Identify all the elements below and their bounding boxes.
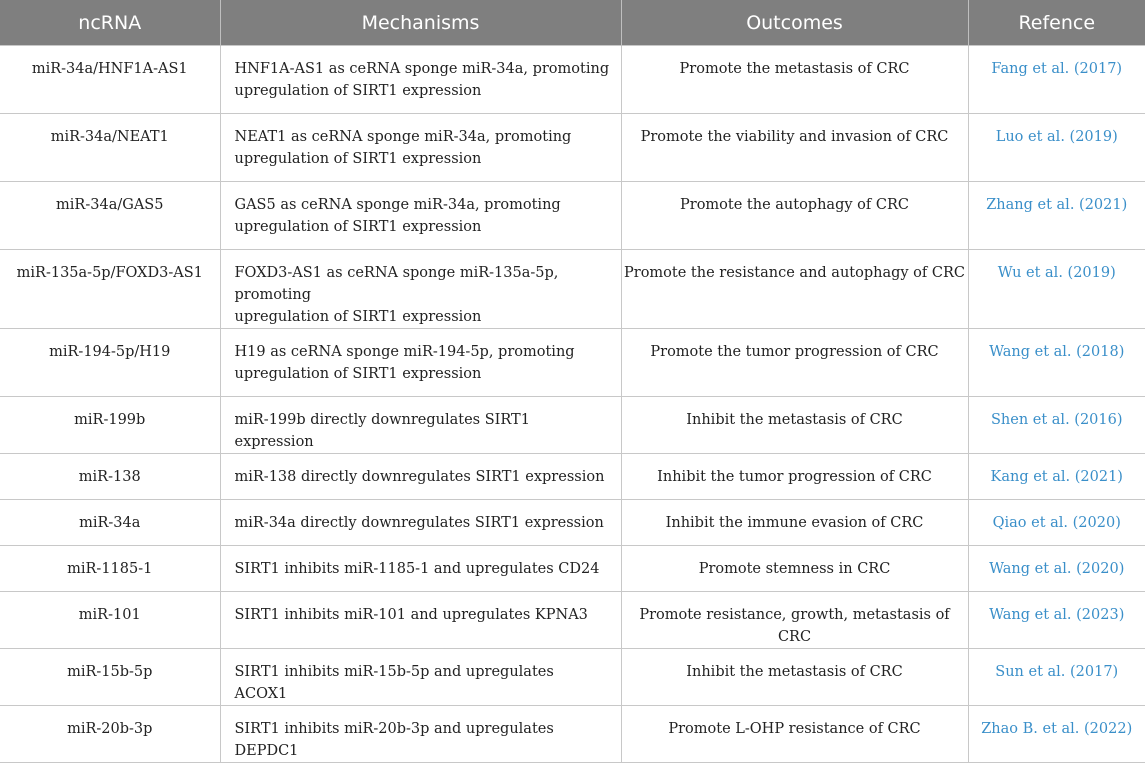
table-row <box>0 706 1145 763</box>
ncrna-cell: miR-194-5p/H19 <box>0 329 220 397</box>
mechanism-cell: FOXD3-AS1 as ceRNA sponge miR-135a-5p, promoting upregulation of SIRT1 expression <box>220 250 621 329</box>
outcome-cell: Promote the autophagy of CRC <box>621 182 968 250</box>
mechanism-cell: SIRT1 inhibits miR-1185-1 and upregulates CD24 <box>220 546 621 592</box>
outcome-cell: Promote the resistance and autophagy of CRC <box>621 250 968 329</box>
reference-link[interactable]: Fang et al. (2017) <box>968 46 1145 114</box>
reference-link[interactable]: Wang et al. (2020) <box>968 546 1145 592</box>
reference-link[interactable]: Zhao B. et al. (2022) <box>968 706 1145 763</box>
mechanism-cell: NEAT1 as ceRNA sponge miR-34a, promoting upregulation of SIRT1 expression <box>220 114 621 182</box>
header-outcomes: Outcomes <box>621 0 968 46</box>
outcome-cell: Inhibit the metastasis of CRC <box>621 649 968 706</box>
reference-link[interactable]: Wu et al. (2019) <box>968 250 1145 329</box>
outcome-cell: Promote the metastasis of CRC <box>621 46 968 114</box>
reference-link[interactable]: Wang et al. (2018) <box>968 329 1145 397</box>
table-row <box>0 182 1145 250</box>
ncrna-cell: miR-138 <box>0 454 220 500</box>
table-row <box>0 329 1145 397</box>
reference-link[interactable]: Kang et al. (2021) <box>968 454 1145 500</box>
ncrna-cell: miR-34a/GAS5 <box>0 182 220 250</box>
outcome-cell: Promote the tumor progression of CRC <box>621 329 968 397</box>
reference-link[interactable]: Luo et al. (2019) <box>968 114 1145 182</box>
ncrna-cell: miR-135a-5p/FOXD3-AS1 <box>0 250 220 329</box>
ncrna-cell: miR-34a <box>0 500 220 546</box>
ncrna-cell: miR-15b-5p <box>0 649 220 706</box>
table-row <box>0 592 1145 649</box>
mechanism-cell: HNF1A-AS1 as ceRNA sponge miR-34a, promoting upregulation of SIRT1 expression <box>220 46 621 114</box>
outcome-cell: Inhibit the immune evasion of CRC <box>621 500 968 546</box>
ncrna-cell: miR-1185-1 <box>0 546 220 592</box>
table-row <box>0 397 1145 454</box>
header-ncrna: ncRNA <box>0 0 220 46</box>
header-row <box>0 0 1145 46</box>
mechanism-cell: miR-34a directly downregulates SIRT1 expression <box>220 500 621 546</box>
header-mechanisms: Mechanisms <box>220 0 621 46</box>
outcome-cell: Promote resistance, growth, metastasis of CRC <box>621 592 968 649</box>
outcome-cell: Promote the viability and invasion of CRC <box>621 114 968 182</box>
mechanism-cell: SIRT1 inhibits miR-20b-3p and upregulates DEPDC1 <box>220 706 621 763</box>
table-row <box>0 546 1145 592</box>
ncrna-cell: miR-34a/HNF1A-AS1 <box>0 46 220 114</box>
outcome-cell: Promote L-OHP resistance of CRC <box>621 706 968 763</box>
outcome-cell: Inhibit the tumor progression of CRC <box>621 454 968 500</box>
ncrna-cell: miR-101 <box>0 592 220 649</box>
table-row <box>0 454 1145 500</box>
table-row <box>0 649 1145 706</box>
mechanism-cell: H19 as ceRNA sponge miR-194-5p, promoting upregulation of SIRT1 expression <box>220 329 621 397</box>
outcome-cell: Promote stemness in CRC <box>621 546 968 592</box>
mechanism-cell: GAS5 as ceRNA sponge miR-34a, promoting upregulation of SIRT1 expression <box>220 182 621 250</box>
ncrna-cell: miR-34a/NEAT1 <box>0 114 220 182</box>
header-reference: Refence <box>968 0 1145 46</box>
mechanism-cell: SIRT1 inhibits miR-101 and upregulates KPNA3 <box>220 592 621 649</box>
mechanism-cell: SIRT1 inhibits miR-15b-5p and upregulates ACOX1 <box>220 649 621 706</box>
reference-link[interactable]: Zhang et al. (2021) <box>968 182 1145 250</box>
table-row <box>0 114 1145 182</box>
table-row <box>0 500 1145 546</box>
reference-link[interactable]: Qiao et al. (2020) <box>968 500 1145 546</box>
reference-link[interactable]: Sun et al. (2017) <box>968 649 1145 706</box>
mechanism-cell: miR-199b directly downregulates SIRT1 expression <box>220 397 621 454</box>
reference-link[interactable]: Shen et al. (2016) <box>968 397 1145 454</box>
mechanism-cell: miR-138 directly downregulates SIRT1 expression <box>220 454 621 500</box>
table-row <box>0 250 1145 329</box>
reference-link[interactable]: Wang et al. (2023) <box>968 592 1145 649</box>
table-row <box>0 46 1145 114</box>
outcome-cell: Inhibit the metastasis of CRC <box>621 397 968 454</box>
ncrna-cell: miR-199b <box>0 397 220 454</box>
ncrna-cell: miR-20b-3p <box>0 706 220 763</box>
